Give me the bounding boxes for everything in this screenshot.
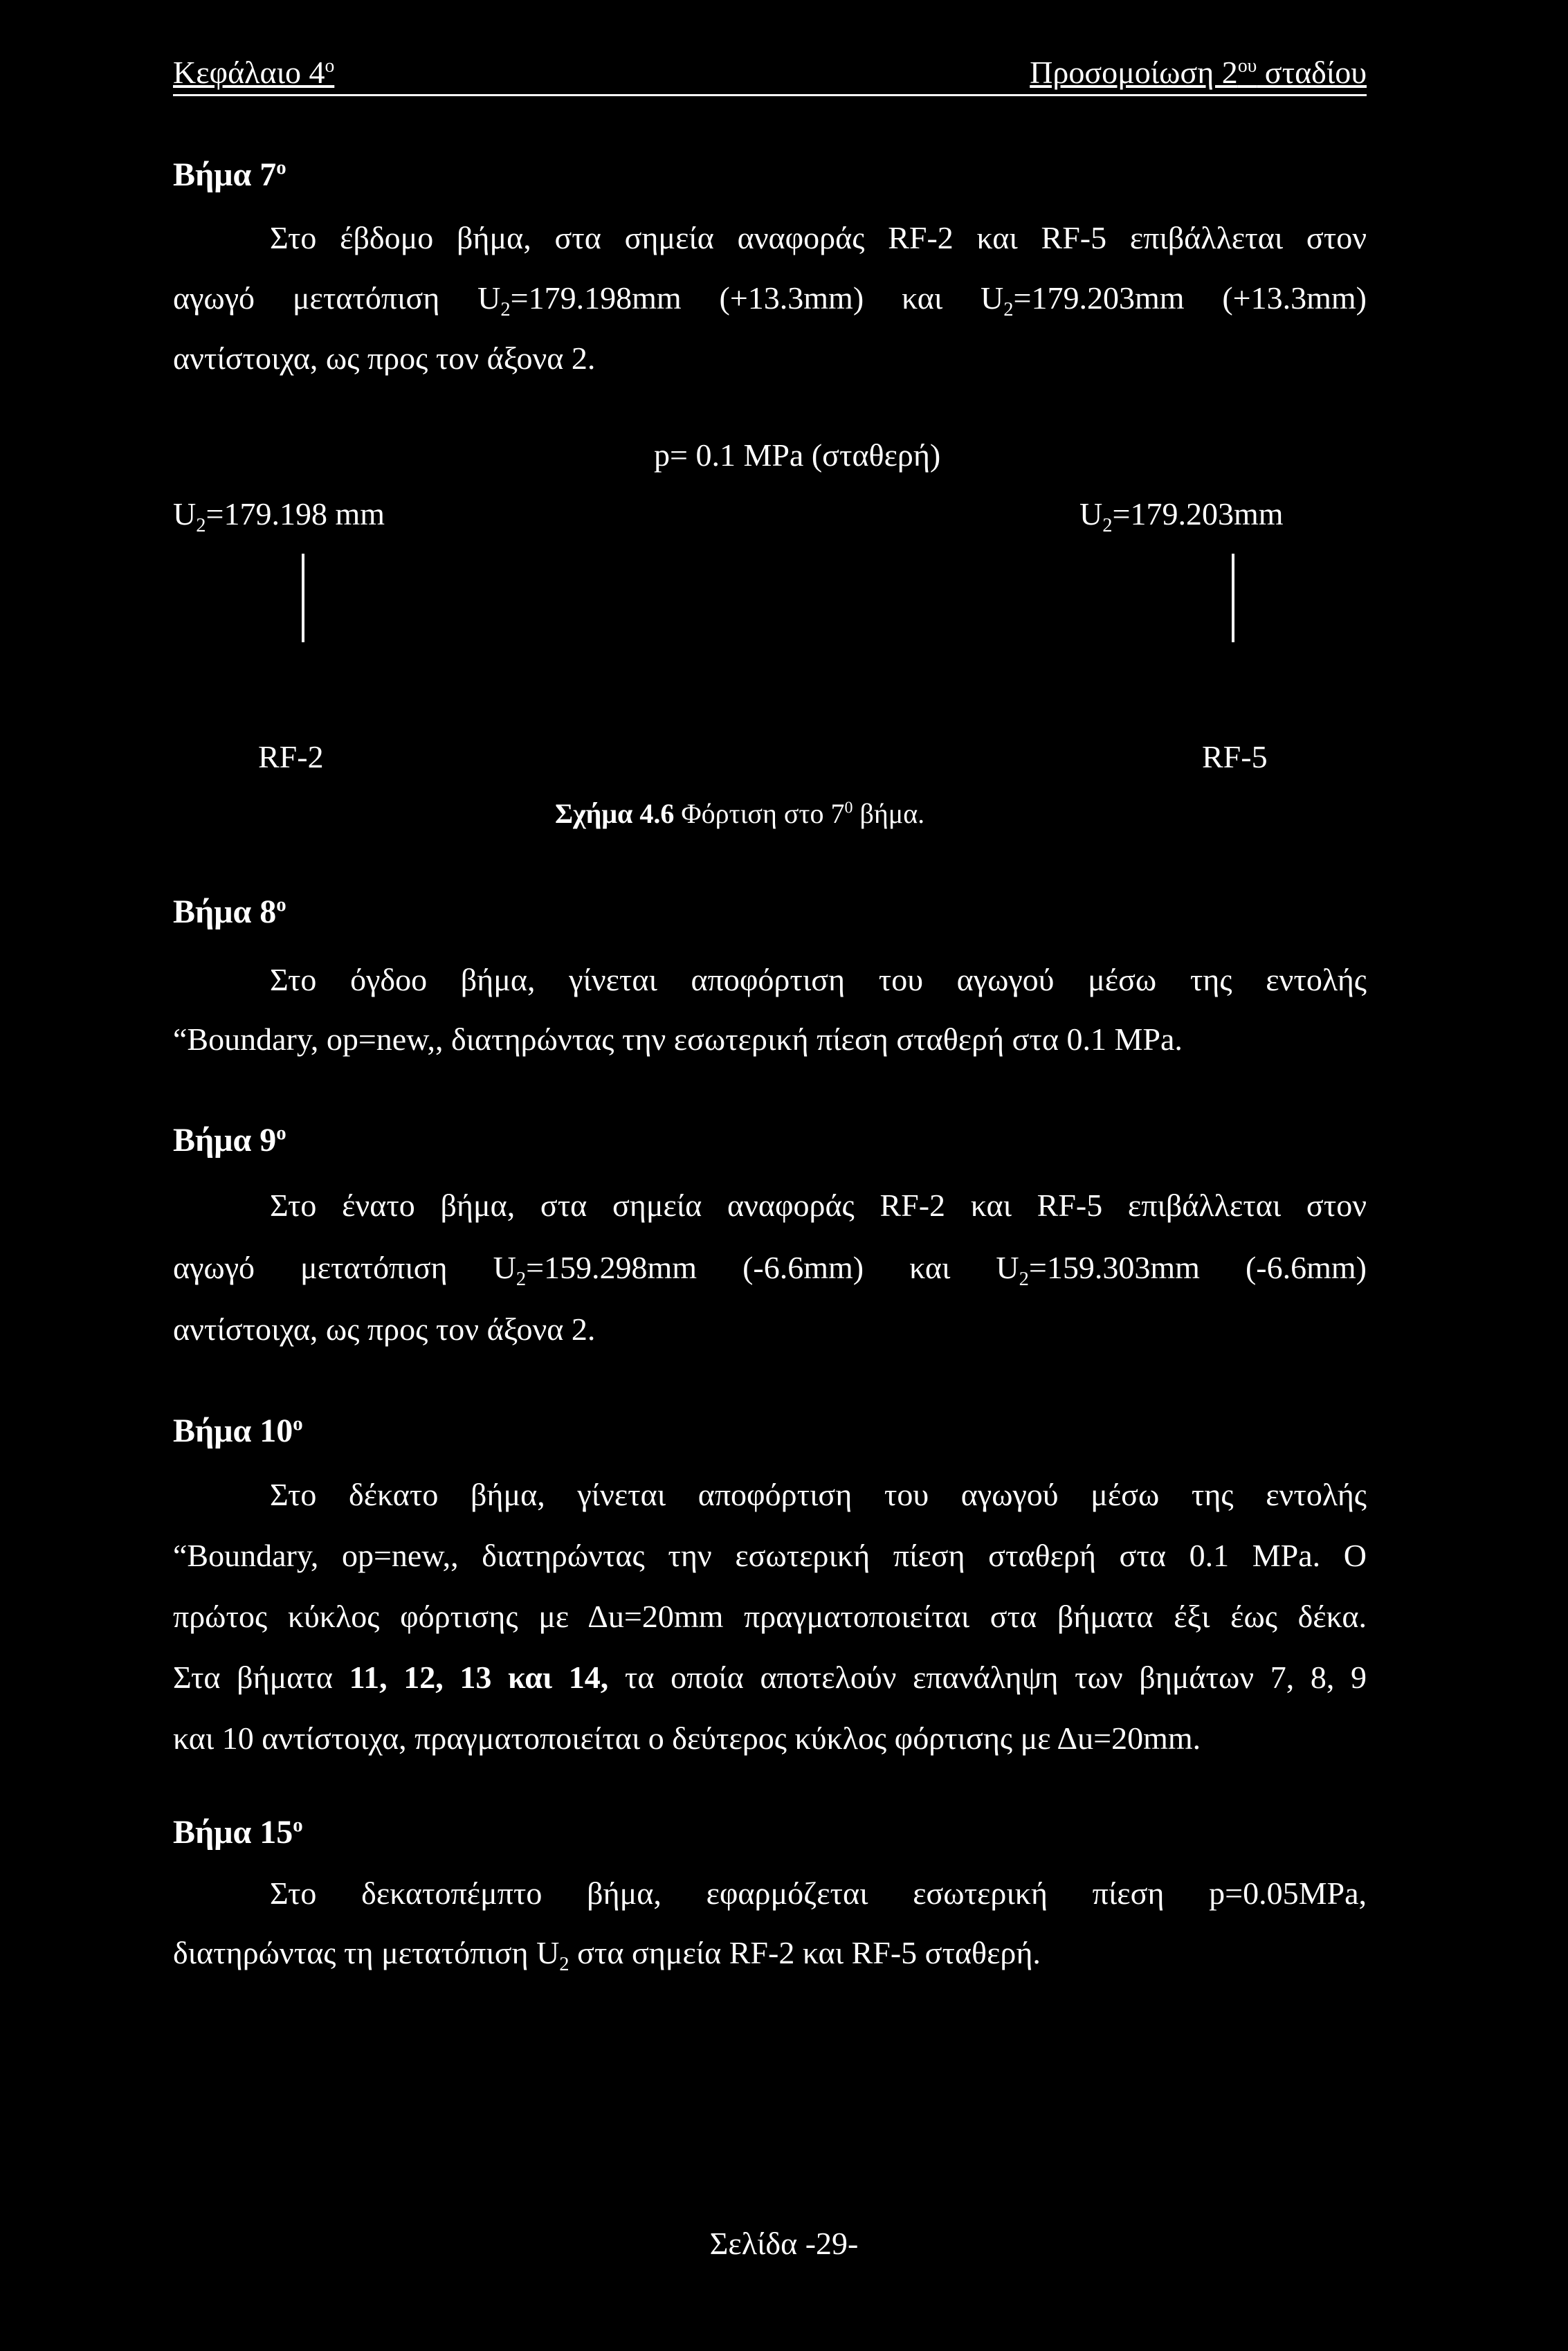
figure-caption: Σχήμα 4.6 Φόρτιση στο $7^0$ βήμα. [555,798,925,829]
step-10-line-1: Στο δέκατο βήμα, γίνεται αποφόρτιση του αγωγού μέσω της εντολής [270,1477,1367,1512]
step-10-line-2: “Boundary, op=new,, διατηρώντας την εσωτερική πίεση σταθερή στα 0.1 MPa. Ο [173,1538,1367,1573]
step-10-line-4: Στα βήματα 11, 12, 13 και 14, τα οποία αποτελούν επανάληψη των βημάτων 7, 8, 9 [173,1660,1367,1695]
rf2-point-label: RF-2 [258,739,324,774]
chapter-label: Κεφάλαιο $4^o$ [173,54,335,90]
page-number: Σελίδα -29- [709,2226,859,2261]
left-displacement-marker [302,554,304,642]
step-8-line-1: Στο όγδοο βήμα, γίνεται αποφόρτιση του αγωγού μέσω της εντολής [270,962,1367,997]
step-9-line-3: αντίστοιχα, ως προς τον άξονα 2. [173,1311,596,1347]
pressure-label: p= 0.1 MPa (σταθερή) [654,437,941,473]
left-displacement-label: $U_2=179.198$ mm [173,496,385,537]
step-8-heading: Βήμα $8^o$ [173,893,286,930]
step-15-heading: Βήμα $15^o$ [173,1814,303,1851]
step-15-line-2: διατηρώντας τη μετατόπιση $U_2$ στα σημεία RF-2 και RF-5 σταθερή. [173,1935,1041,1976]
rf5-point-label: RF-5 [1202,739,1268,774]
step-8-line-2: “Boundary, op=new,, διατηρώντας την εσωτερική πίεση σταθερή στα 0.1 MPa. [173,1022,1183,1057]
step-7-line-2: αγωγό μετατόπιση $U_2=179.198mm$ (+13.3mm) και $U_2=179.203mm$ (+13.3mm) [173,280,1367,321]
right-displacement-marker [1232,554,1234,642]
step-15-line-1: Στο δεκατοπέμπτο βήμα, εφαρμόζεται εσωτερική πίεση p=0.05MPa, [270,1876,1367,1911]
section-label: Προσομοίωση $2^{o\upsilon}$ σταδίου [1030,54,1367,90]
page-header [173,54,1367,96]
step-7-line-3: αντίστοιχα, ως προς τον άξονα 2. [173,341,596,376]
right-displacement-label: $U_2=179.203mm$ [1079,496,1284,537]
step-10-heading: Βήμα $10^o$ [173,1413,303,1449]
step-9-line-1: Στο ένατο βήμα, στα σημεία αναφοράς RF-2 και RF-5 επιβάλλεται στον [270,1188,1367,1223]
step-10-line-3: πρώτος κύκλος φόρτισης με Δu=20mm πραγματοποιείται στα βήματα έξι έως δέκα. [173,1599,1367,1634]
step-10-line-5: και 10 αντίστοιχα, πραγματοποιείται ο δεύτερος κύκλος φόρτισης με Δu=20mm. [173,1721,1201,1756]
step-7-line-1: Στο έβδομο βήμα, στα σημεία αναφοράς RF-2 και RF-5 επιβάλλεται στον [270,220,1367,255]
step-7-heading: Βήμα $7^o$ [173,156,286,193]
step-9-heading: Βήμα $9^o$ [173,1122,286,1159]
step-9-line-2: αγωγό μετατόπιση $U_2=159.298mm$ (-6.6mm) και $U_2=159.303mm$ (-6.6mm) [173,1250,1367,1291]
